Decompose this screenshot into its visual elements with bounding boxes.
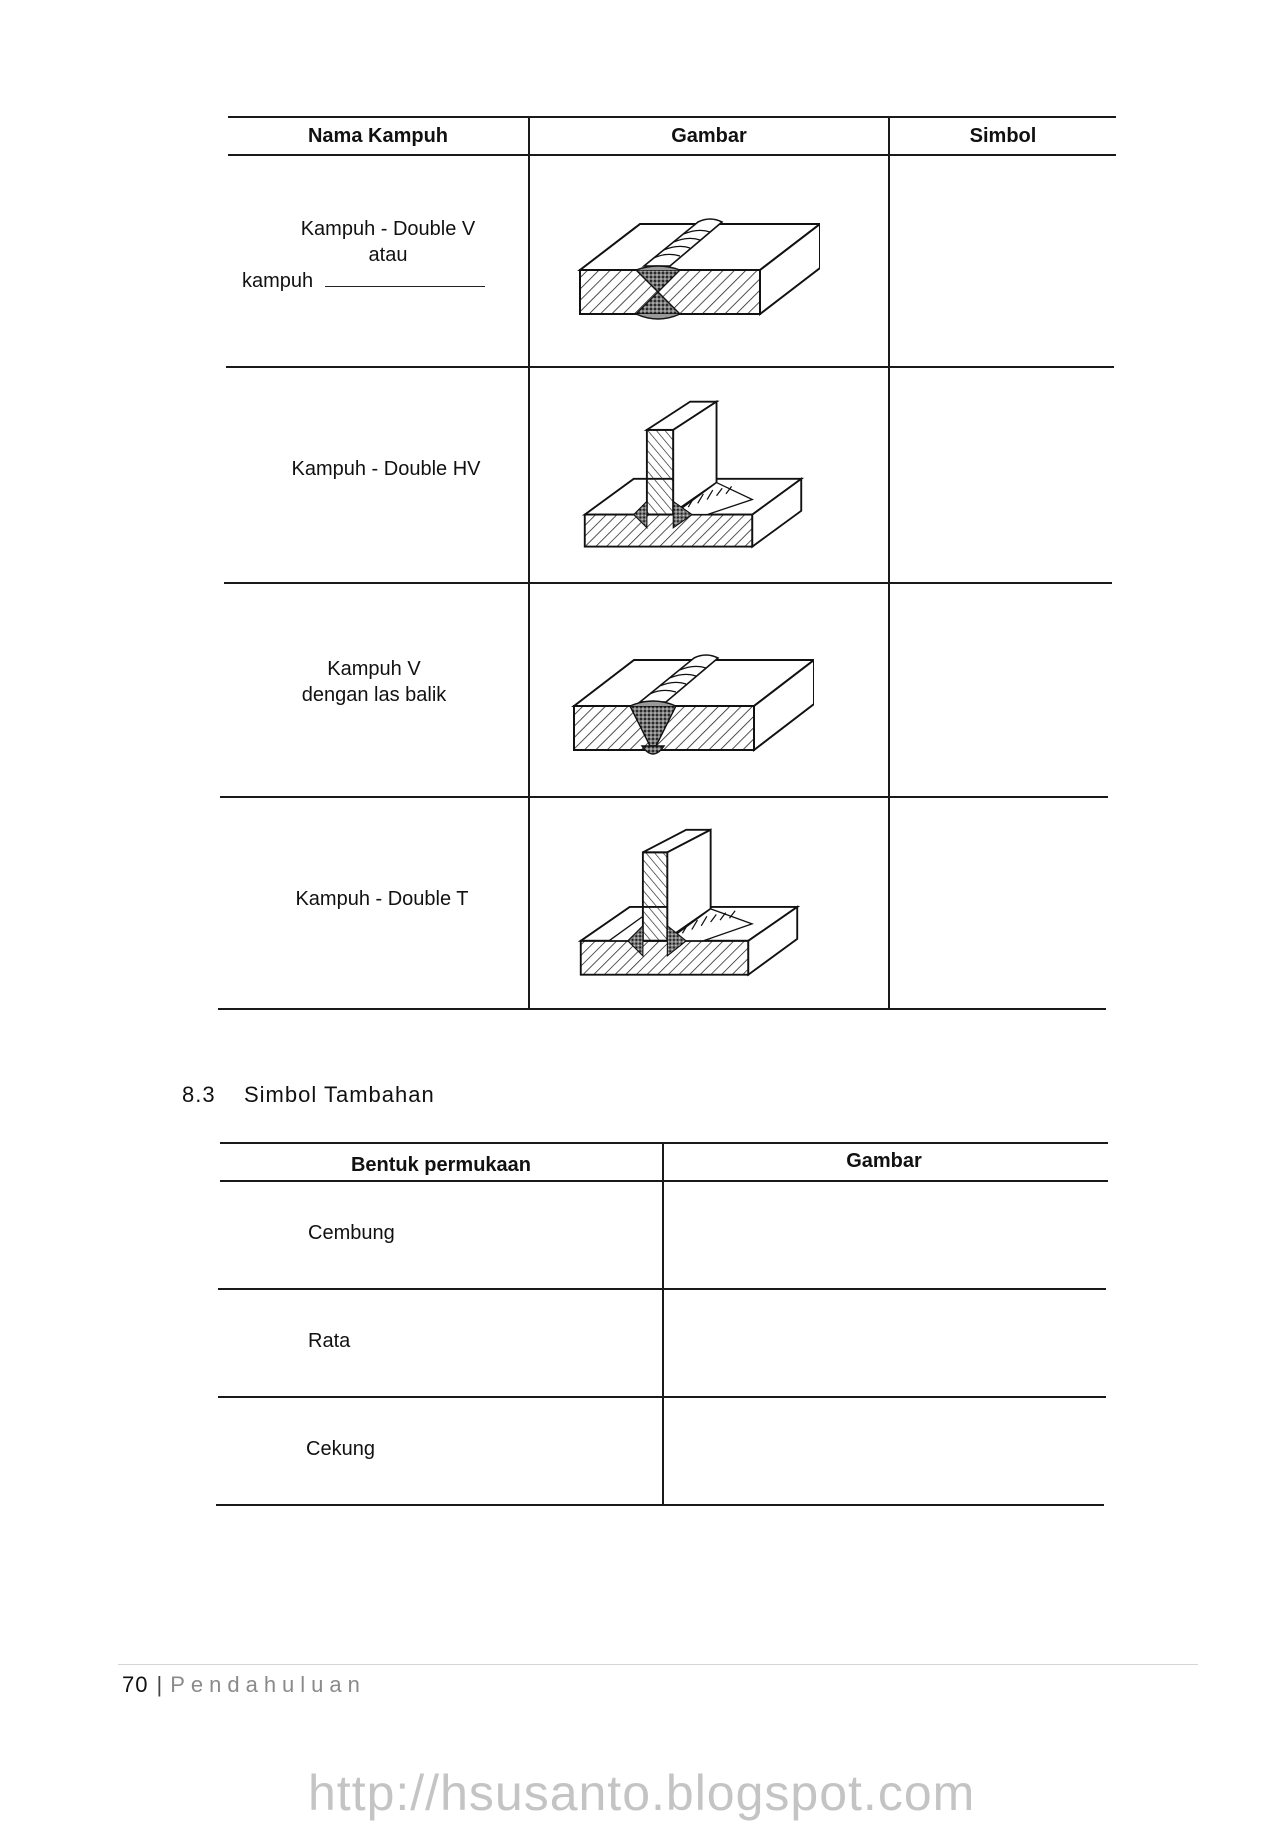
table-rule: [220, 1142, 1108, 1144]
footer-separator: |: [156, 1672, 163, 1697]
blog-watermark: http://hsusanto.blogspot.com: [308, 1765, 976, 1821]
header-bentuk-permukaan: Bentuk permukaan: [350, 1154, 532, 1176]
joint-name-line: dengan las balik: [301, 684, 447, 706]
joint-name-double-hv: [228, 456, 524, 482]
joint-name-v-backing: [224, 656, 524, 708]
table-rule: [228, 116, 1116, 118]
double-v-weld-drawing: [570, 208, 820, 368]
section-number: 8.3: [182, 1082, 216, 1107]
column-divider: [528, 116, 530, 1010]
blank-underline: [325, 286, 485, 287]
double-t-weld-drawing: [564, 826, 814, 986]
section-title: Simbol Tambahan: [244, 1082, 435, 1107]
table-rule: [216, 1504, 1104, 1506]
joint-name-line: atau: [368, 244, 408, 266]
joint-name-double-v: [230, 216, 526, 294]
joint-name-blank-prefix: kampuh: [242, 270, 314, 292]
footer-section-name: Pendahuluan: [170, 1672, 366, 1697]
table-rule: [224, 582, 1112, 584]
table-rule: [218, 1008, 1106, 1010]
joint-name-blank: [230, 268, 526, 294]
table-rule: [228, 154, 1116, 156]
page-footer: [122, 1672, 366, 1698]
joint-name-line: Kampuh - Double HV: [291, 458, 481, 480]
joint-name-line: Kampuh - Double T: [295, 888, 469, 910]
header-simbol: Simbol: [969, 125, 1037, 147]
surface-shape-table: [216, 1140, 1106, 1506]
column-divider: [662, 1144, 664, 1506]
header-gambar: Gambar: [846, 1150, 922, 1172]
surface-rata: Rata: [308, 1330, 351, 1352]
surface-cembung: Cembung: [308, 1222, 395, 1244]
section-heading: [182, 1082, 435, 1108]
double-hv-weld-drawing: [568, 396, 818, 556]
header-nama-kampuh: Nama Kampuh: [307, 125, 449, 147]
footer-rule: [118, 1664, 1198, 1665]
weld-joint-table: [224, 116, 1116, 1009]
v-weld-backing-drawing: [564, 634, 814, 794]
header-gambar: Gambar: [671, 125, 747, 147]
joint-name-line: Kampuh V: [327, 658, 421, 680]
table-rule: [220, 796, 1108, 798]
column-divider: [888, 116, 890, 1010]
joint-name-double-t: [224, 886, 524, 912]
surface-cekung: Cekung: [306, 1438, 375, 1460]
table-rule: [220, 1180, 1108, 1182]
joint-name-line: Kampuh - Double V: [300, 218, 476, 240]
page-number: 70: [122, 1672, 149, 1697]
